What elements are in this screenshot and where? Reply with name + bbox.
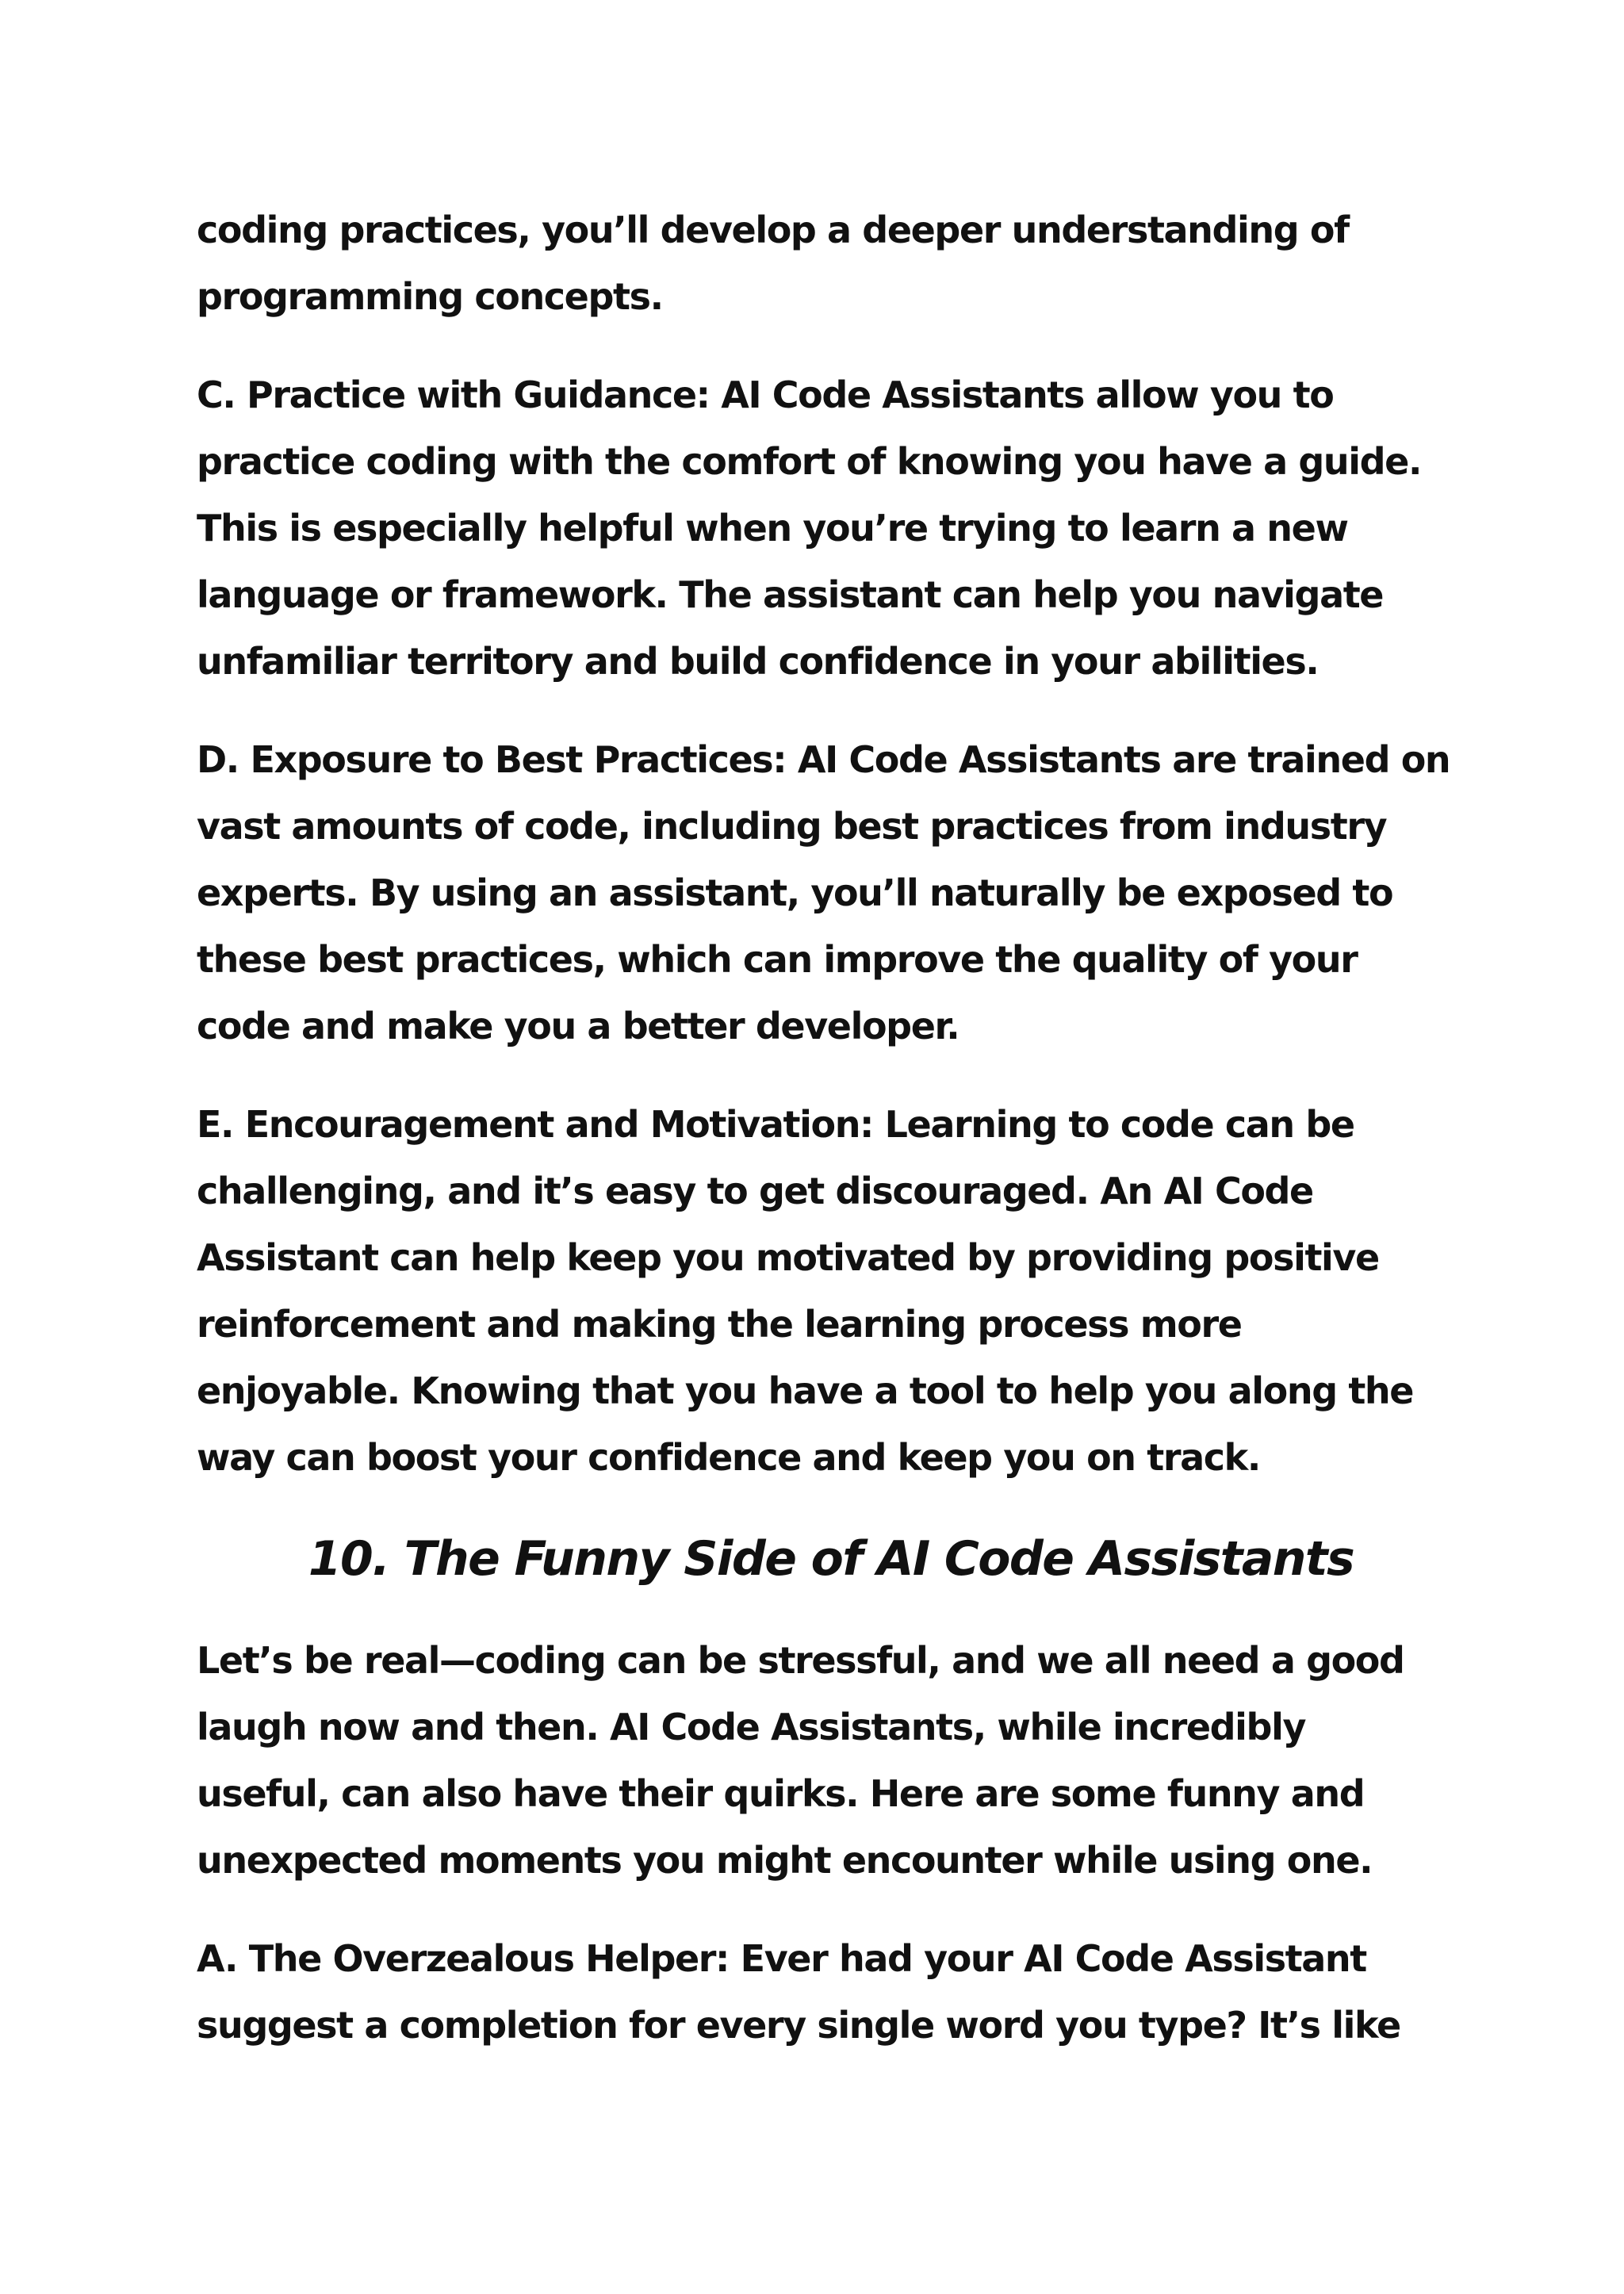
text-line: programming concepts. [197, 275, 663, 318]
text-line: practice coding with the comfort of knowing you have a guide. [197, 440, 1422, 483]
text-line: coding practices, you’ll develop a deeper understanding of [197, 209, 1349, 251]
section-heading: 10. The Funny Side of AI Code Assistants [308, 1531, 1354, 1587]
paragraph-funny-intro [197, 1627, 1465, 1894]
text-line: useful, can also have their quirks. Here are some funny and [197, 1772, 1365, 1815]
text-line: This is especially helpful when you’re trying to learn a new [197, 507, 1348, 550]
text-line: laugh now and then. AI Code Assistants, while incredibly [197, 1706, 1306, 1748]
text-line: C. Practice with Guidance: AI Code Assistants allow you to [197, 373, 1334, 416]
text-line: E. Encouragement and Motivation: Learning to code can be [197, 1103, 1354, 1146]
text-line: experts. By using an assistant, you’ll naturally be exposed to [197, 871, 1393, 914]
paragraph-encouragement [197, 1091, 1465, 1491]
text-line: code and make you a better developer. [197, 1005, 959, 1047]
page-content [197, 197, 1465, 2090]
text-line: enjoyable. Knowing that you have a tool to help you along the [197, 1369, 1414, 1412]
paragraph-practice-with-guidance [197, 362, 1465, 695]
text-line: these best practices, which can improve the quality of your [197, 938, 1358, 981]
text-line: Assistant can help keep you motivated by providing positive [197, 1236, 1379, 1279]
text-line: A. The Overzealous Helper: Ever had your AI Code Assistant [197, 1937, 1366, 1980]
text-line: unfamiliar territory and build confidence in your abilities. [197, 640, 1319, 683]
text-line: Let’s be real—coding can be stressful, and we all need a good [197, 1639, 1404, 1682]
text-line: vast amounts of code, including best practices from industry [197, 805, 1387, 848]
text-line: reinforcement and making the learning process more [197, 1303, 1242, 1346]
text-line: D. Exposure to Best Practices: AI Code Assistants are trained on [197, 738, 1450, 781]
text-line: language or framework. The assistant can help you navigate [197, 573, 1384, 616]
text-line: way can boost your confidence and keep you on track. [197, 1436, 1260, 1479]
text-line: challenging, and it’s easy to get discouraged. An AI Code [197, 1170, 1313, 1212]
text-line: suggest a completion for every single word you type? It’s like [197, 2004, 1400, 2047]
paragraph-overzealous-helper [197, 1925, 1465, 2058]
paragraph-continuation [197, 197, 1465, 330]
paragraph-best-practices [197, 726, 1465, 1059]
text-line: unexpected moments you might encounter while using one. [197, 1839, 1373, 1882]
